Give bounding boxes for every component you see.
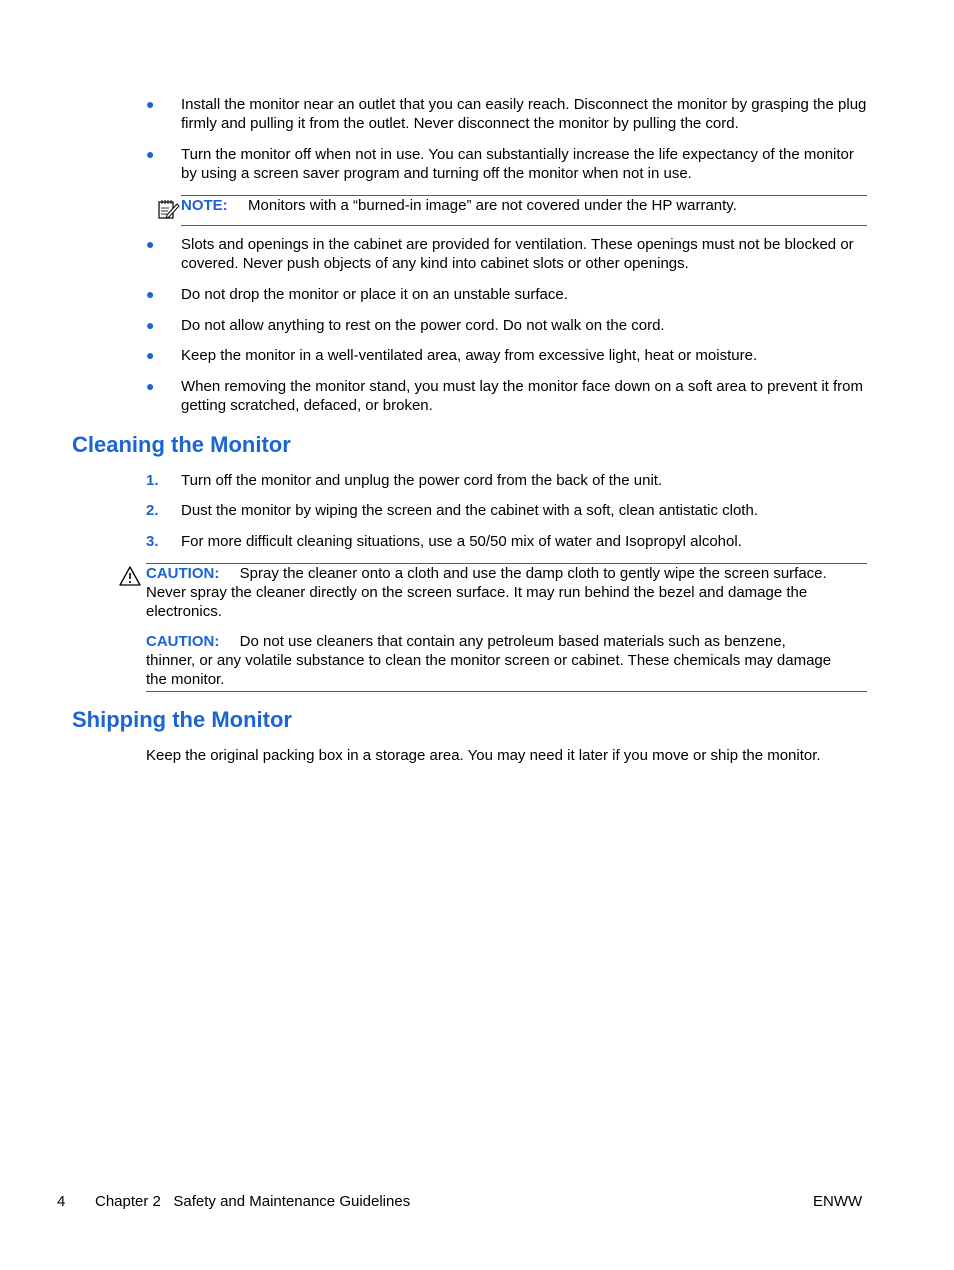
caution-bottom-rule	[146, 691, 867, 692]
list-item-text: Do not drop the monitor or place it on an unstable surface.	[181, 286, 568, 303]
caution-label: CAUTION:	[146, 633, 220, 650]
page-number: 4	[57, 1193, 66, 1210]
list-item	[146, 285, 871, 304]
note-text: Monitors with a “burned-in image” are not covered under the HP warranty.	[248, 197, 737, 214]
caution-text: Spray the cleaner onto a cloth and use the damp cloth to gently wipe the screen surface. Never spray the cleaner directly on the screen surface. It may run behind the bezel and damage the electronics.	[146, 565, 827, 620]
note-icon	[156, 196, 180, 220]
footer-right: ENWW	[813, 1193, 863, 1210]
list-item-text: Do not allow anything to rest on the power cord. Do not walk on the cord.	[181, 317, 665, 334]
step-item	[146, 532, 871, 551]
bullet-marker: ●	[146, 286, 155, 302]
list-item	[146, 377, 871, 415]
step-item	[146, 501, 871, 520]
bullet-marker: ●	[146, 146, 155, 162]
step-number: 1.	[146, 472, 159, 489]
step-item	[146, 471, 871, 490]
step-text: Dust the monitor by wiping the screen and the cabinet with a soft, clean antistatic cloth.	[181, 502, 758, 519]
bullet-marker: ●	[146, 236, 155, 252]
note-label: NOTE:	[181, 197, 228, 214]
caution-text: Do not use cleaners that contain any petroleum based materials such as benzene, thinner, or any volatile substance to clean the monitor screen or cabinet. These chemicals may damage the monitor.	[146, 633, 832, 688]
step-number: 2.	[146, 502, 159, 519]
list-item	[146, 316, 871, 335]
bullet-marker: ●	[146, 96, 155, 112]
section-heading-shipping: Shipping the Monitor	[72, 707, 292, 732]
footer-chapter: Chapter 2 Safety and Maintenance Guidelines	[95, 1193, 411, 1210]
note-bottom-rule	[181, 225, 867, 226]
list-item-text: Keep the monitor in a well-ventilated area, away from excessive light, heat or moisture.	[181, 347, 758, 364]
list-item-text: Turn the monitor off when not in use. You can substantially increase the life expectancy of the monitor by using a screen saver program and turning off the monitor when not in use.	[181, 146, 854, 182]
bullet-marker: ●	[146, 347, 155, 363]
list-item-text: Install the monitor near an outlet that you can easily reach. Disconnect the monitor by grasping the plug firmly and pulling it from the outlet. Never disconnect the monitor by pulling the cord.	[181, 96, 867, 132]
step-text: For more difficult cleaning situations, use a 50/50 mix of water and Isopropyl alcohol.	[181, 533, 742, 550]
caution-block	[146, 564, 836, 621]
list-item-text: Slots and openings in the cabinet are provided for ventilation. These openings must not be blocked or covered. Never push objects of any kind into cabinet slots or other openings.	[181, 236, 854, 272]
caution-block	[146, 632, 836, 689]
list-item	[146, 235, 871, 273]
step-text: Turn off the monitor and unplug the power cord from the back of the unit.	[181, 472, 663, 489]
caution-label: CAUTION:	[146, 565, 220, 582]
note-block	[181, 196, 871, 215]
list-item	[146, 145, 871, 183]
list-item-text: When removing the monitor stand, you must lay the monitor face down on a soft area to prevent it from getting scratched, defaced, or broken.	[181, 378, 864, 414]
warning-triangle-icon	[118, 565, 142, 587]
shipping-paragraph: Keep the original packing box in a storage area. You may need it later if you move or ship the monitor.	[146, 747, 821, 764]
step-number: 3.	[146, 533, 159, 550]
list-item	[146, 95, 871, 133]
bullet-marker: ●	[146, 378, 155, 394]
section-heading-cleaning: Cleaning the Monitor	[72, 432, 291, 457]
list-item	[146, 346, 871, 365]
bullet-marker: ●	[146, 317, 155, 333]
